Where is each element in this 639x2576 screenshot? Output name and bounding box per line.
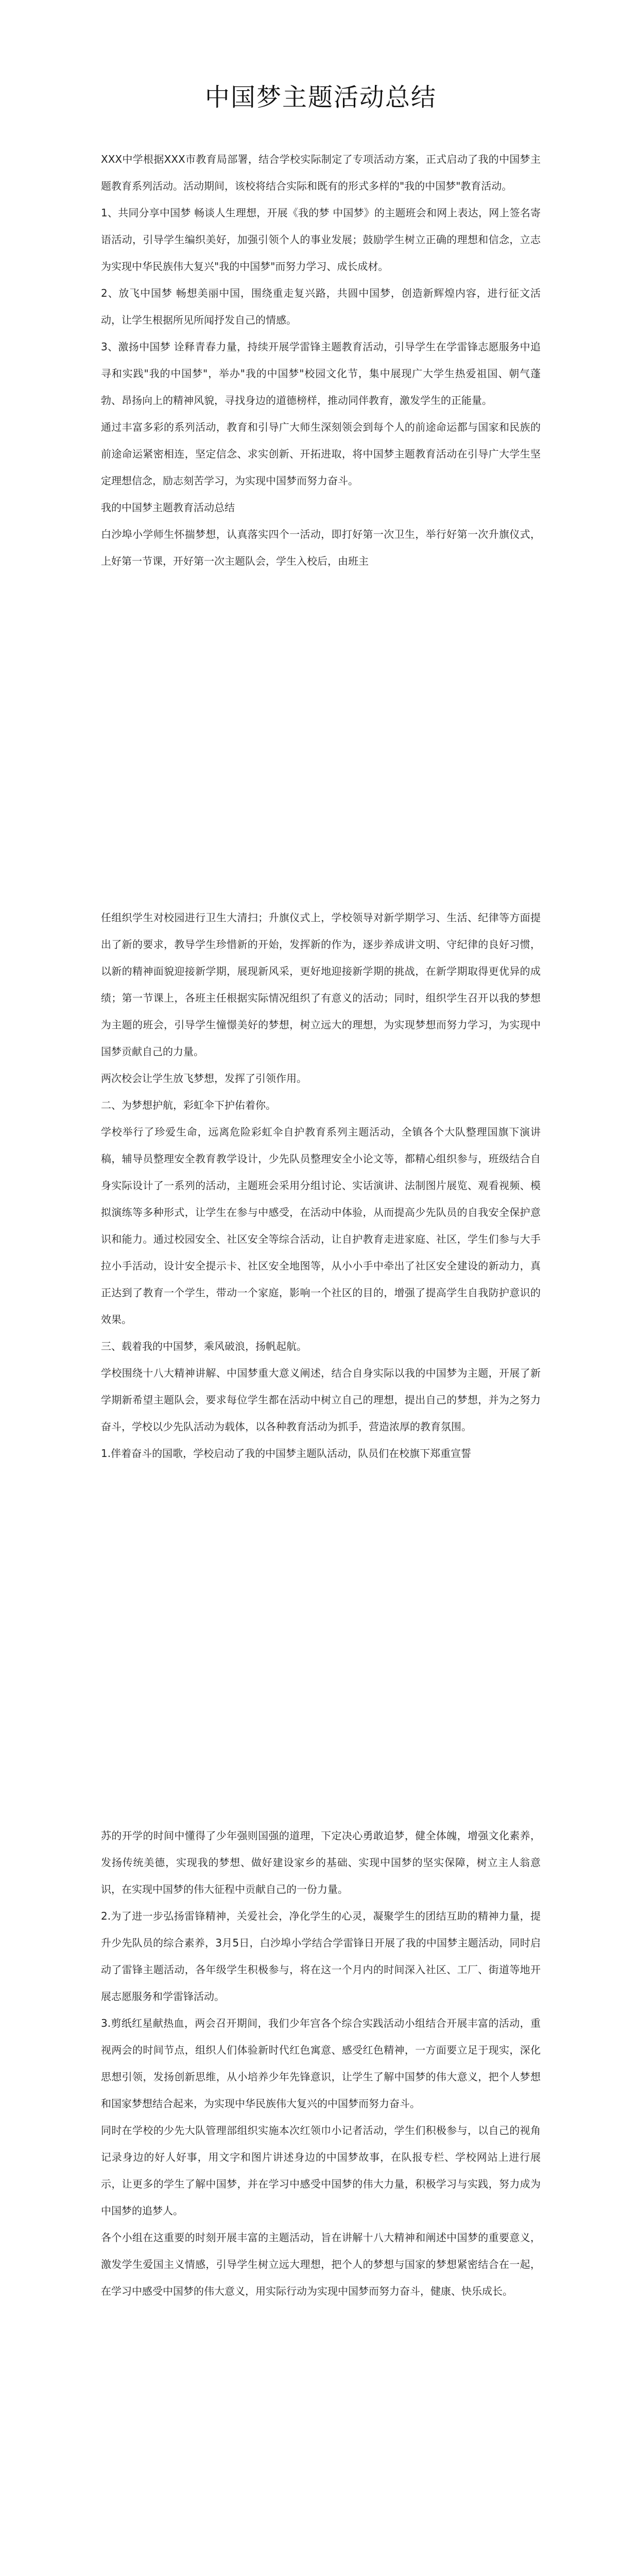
paragraph: 两次校会让学生放飞梦想，发挥了引领作用。 — [101, 1072, 307, 1084]
paragraph: 学校举行了珍爱生命，远离危险彩虹伞自护教育系列主题活动，全镇各个大队整理国旗下演讲稿，辅导员整理安全教育教学设计，少先队员整理安全小论文等，都精心组织参与，班级结合自身实际设计了一系列的活动，主题班会采用分组讨论、实话演讲、法制图片展览、观看视频、模拟演练等多种形式，让学生在参与中感受，在活动中体验，从而提高少先队员的自我安全保护意识和能力。通过校园安全、社区安全等综合活动，让自护教育走进家庭、社区，学生们参与大手拉小手活动，设计安全提示卡、社区安全地图等，从小小手中牵出了社区安全建设的新动力，真正达到了教育一个学生，带动一个家庭，影响一个社区的目的，增强了提高学生自我防护意识的效果。 — [101, 1126, 541, 1326]
section-heading: 二、为梦想护航，彩虹伞下护佑着你。 — [101, 1099, 276, 1111]
paragraph: 2、放飞中国梦 畅想美丽中国，围绕重走复兴路，共圆中国梦，创造新辉煌内容，进行征文活动，让学生根据所见所闻抒发自己的情感。 — [101, 287, 541, 326]
section-block-1 — [101, 146, 541, 574]
document-title: 中国梦主题活动总结 — [204, 83, 437, 112]
section-heading: 三、载着我的中国梦，乘风破浪，扬帆起航。 — [101, 1340, 307, 1352]
paragraph: 同时在学校的少先大队管理部组织实施本次红领巾小记者活动，学生们积极参与，以自己的视角记录身边的好人好事，用文字和图片讲述身边的中国梦故事，在队报专栏、学校网站上进行展示，让更多的学生了解中国梦，并在学习中感受中国梦的伟大力量，积极学习与实践，努力成为中国梦的追梦人。 — [101, 2124, 541, 2217]
paragraph: 1、共同分享中国梦 畅谈人生理想，开展《我的梦 中国梦》的主题班会和网上表达，网上签名寄语活动，引导学生编织美好，加强引领个人的事业发展；鼓励学生树立正确的理想和信念，立志为实现中华民族伟大复兴"我的中国梦"而努力学习、成长成材。 — [101, 207, 541, 273]
paragraph: 苏的开学的时间中懂得了少年强则国强的道理，下定决心勇敢追梦，健全体魄，增强文化素养，发扬传统美德，实现我的梦想、做好建设家乡的基础、实现中国梦的坚实保障，树立主人翁意识，在实现中国梦的伟大征程中贡献自己的一份力量。 — [101, 1829, 541, 1895]
paragraph: 任组织学生对校园进行卫生大清扫；升旗仪式上，学校领导对新学期学习、生活、纪律等方面提出了新的要求，教导学生珍惜新的开始，发挥新的作为，逐步养成讲文明、守纪律的良好习惯，以新的精神面貌迎接新学期，展现新风采，更好地迎接新学期的挑战，在新学期取得更优异的成绩；第一节课上，各班主任根据实际情况组织了有意义的活动；同时，组织学生召开以我的梦想为主题的班会，引导学生憧憬美好的梦想，树立远大的理想，为实现梦想而努力学习，为实现中国梦贡献自己的力量。 — [101, 911, 541, 1058]
blank-gap — [101, 1467, 541, 1822]
paragraph: 3.剪纸红星献热血，两会召开期间，我们少年宫各个综合实践活动小组结合开展丰富的活动，重视两会的时间节点，组织人们体验新时代红色寓意、感受红色精神，一方面要立足于现实，深化思想引领，发扬创新思维，从小培养少年先锋意识，让学生了解中国梦的伟大意义，把个人梦想和国家梦想结合起来，为实现中华民族伟大复兴的中国梦而努力奋斗。 — [101, 2017, 541, 2110]
paragraph: 3、激扬中国梦 诠释青春力量，持续开展学雷锋主题教育活动，引导学生在学雷锋志愿服务中追寻和实践"我的中国梦"，举办"我的中国梦"校园文化节，集中展现广大学生热爱祖国、朝气蓬勃、昂扬向上的精神风貌，寻找身边的道德榜样，推动同伴教育，激发学生的正能量。 — [101, 341, 541, 406]
paragraph: XXX中学根据XXX市教育局部署，结合学校实际制定了专项活动方案，正式启动了我的中国梦主题教育系列活动。活动期间，该校将结合实际和既有的形式多样的"我的中国梦"教育活动。 — [101, 153, 541, 192]
document-page — [101, 77, 541, 2304]
blank-gap — [101, 574, 541, 904]
paragraph: 通过丰富多彩的系列活动，教育和引导广大师生深刻领会到每个人的前途命运都与国家和民族的前途命运紧密相连，坚定信念、求实创新、开拓进取，将中国梦主题教育活动在引导广大学生坚定理想信念，励志刻苦学习，为实现中国梦而努力奋斗。 — [101, 421, 541, 487]
paragraph: 1.伴着奋斗的国歌，学校启动了我的中国梦主题队活动，队员们在校旗下郑重宣誓 — [101, 1447, 472, 1460]
section-block-2 — [101, 904, 541, 1467]
paragraph: 各个小组在这重要的时刻开展丰富的主题活动，旨在讲解十八大精神和阐述中国梦的重要意义，激发学生爱国主义情感，引导学生树立远大理想，把个人的梦想与国家的梦想紧密结合在一起，在学习中感受中国梦的伟大意义，用实际行动为实现中国梦而努力奋斗，健康、快乐成长。 — [101, 2231, 541, 2297]
paragraph: 学校围绕十八大精神讲解、中国梦重大意义阐述，结合自身实际以我的中国梦为主题，开展了新学期新希望主题队会，要求每位学生都在活动中树立自己的理想，提出自己的梦想，并为之努力奋斗，学校以少先队活动为载体，以各种教育活动为抓手，营造浓厚的教育氛围。 — [101, 1367, 541, 1433]
subtitle: 我的中国梦主题教育活动总结 — [101, 501, 235, 514]
paragraph: 2.为了进一步弘扬雷锋精神，关爱社会，净化学生的心灵，凝聚学生的团结互助的精神力量，提升少先队员的综合素养，3月5日，白沙埠小学结合学雷锋日开展了我的中国梦主题活动，同时启动了雷锋主题活动，各年级学生积极参与，将在这一个月内的时间深入社区、工厂、街道等地开展志愿服务和学雷锋活动。 — [101, 1910, 541, 2003]
section-block-3 — [101, 1822, 541, 2304]
paragraph: 白沙埠小学师生怀揣梦想，认真落实四个一活动，即打好第一次卫生，举行好第一次升旗仪式，上好第一节课，开好第一次主题队会，学生入校后，由班主 — [101, 528, 541, 567]
